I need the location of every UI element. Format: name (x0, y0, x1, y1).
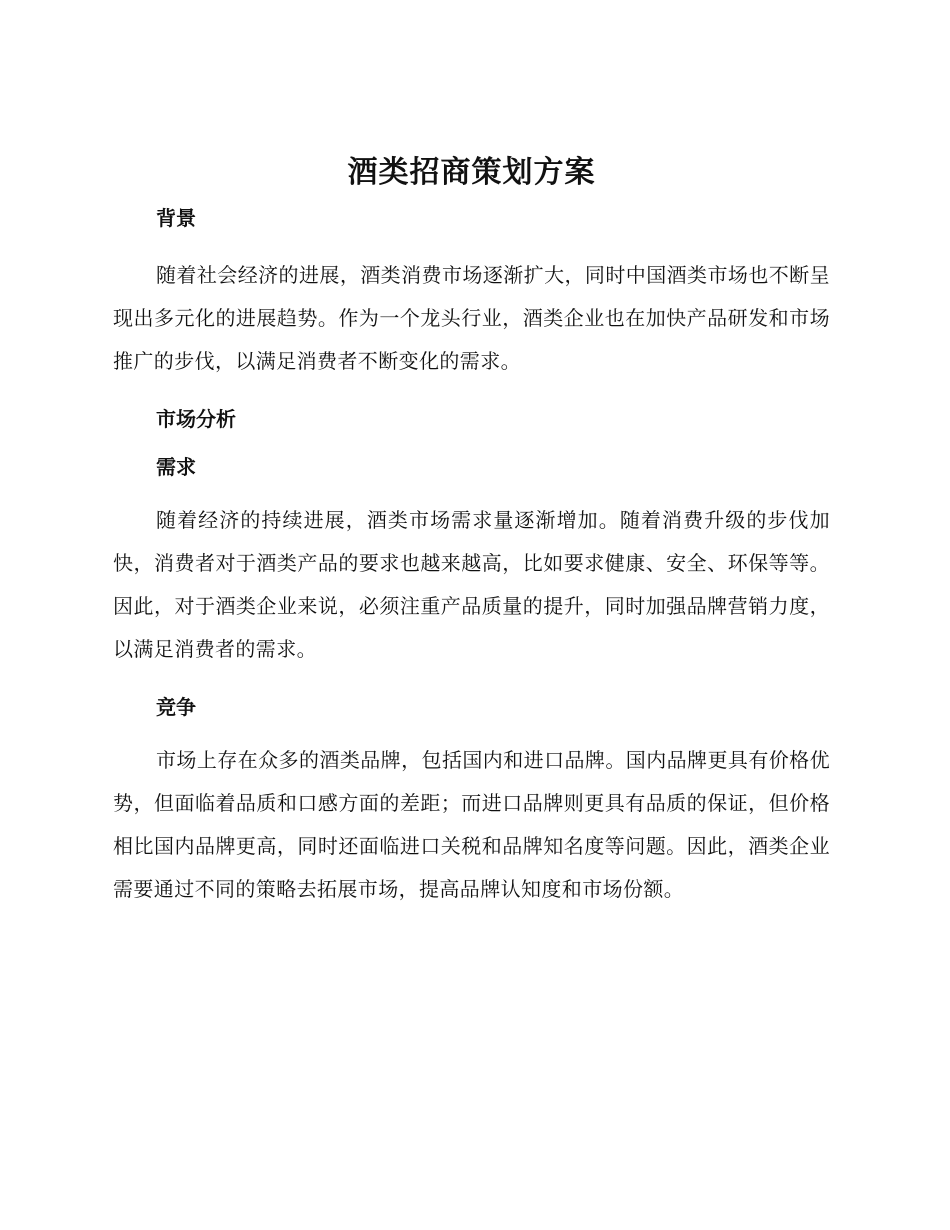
subsection-heading-competition: 竞争 (156, 695, 196, 719)
document-title: 酒类招商策划方案 (347, 155, 596, 190)
paragraph-background: 随着社会经济的进展，酒类消费市场逐渐扩大，同时中国酒类市场也不断呈现出多元化的进展趋势。作为一个龙头行业，酒类企业也在加快产品研发和市场推广的步伐，以满足消费者不断变化的需求。 (113, 263, 830, 373)
document-body (113, 150, 830, 931)
section-heading-background: 背景 (156, 206, 196, 230)
paragraph-demand: 随着经济的持续进展，酒类市场需求量逐渐增加。随着消费升级的步伐加快，消费者对于酒类产品的要求也越来越高，比如要求健康、安全、环保等等。因此，对于酒类企业来说，必须注重产品质量的提升，同时加强品牌营销力度，以满足消费者的需求。 (113, 508, 830, 661)
subsection-heading-demand: 需求 (156, 455, 196, 479)
section-heading-market-analysis: 市场分析 (156, 407, 236, 431)
paragraph-competition: 市场上存在众多的酒类品牌，包括国内和进口品牌。国内品牌更具有价格优势，但面临着品质和口感方面的差距；而进口品牌则更具有品质的保证，但价格相比国内品牌更高，同时还面临进口关税和品牌知名度等问题。因此，酒类企业需要通过不同的策略去拓展市场，提高品牌认知度和市场份额。 (113, 748, 830, 901)
